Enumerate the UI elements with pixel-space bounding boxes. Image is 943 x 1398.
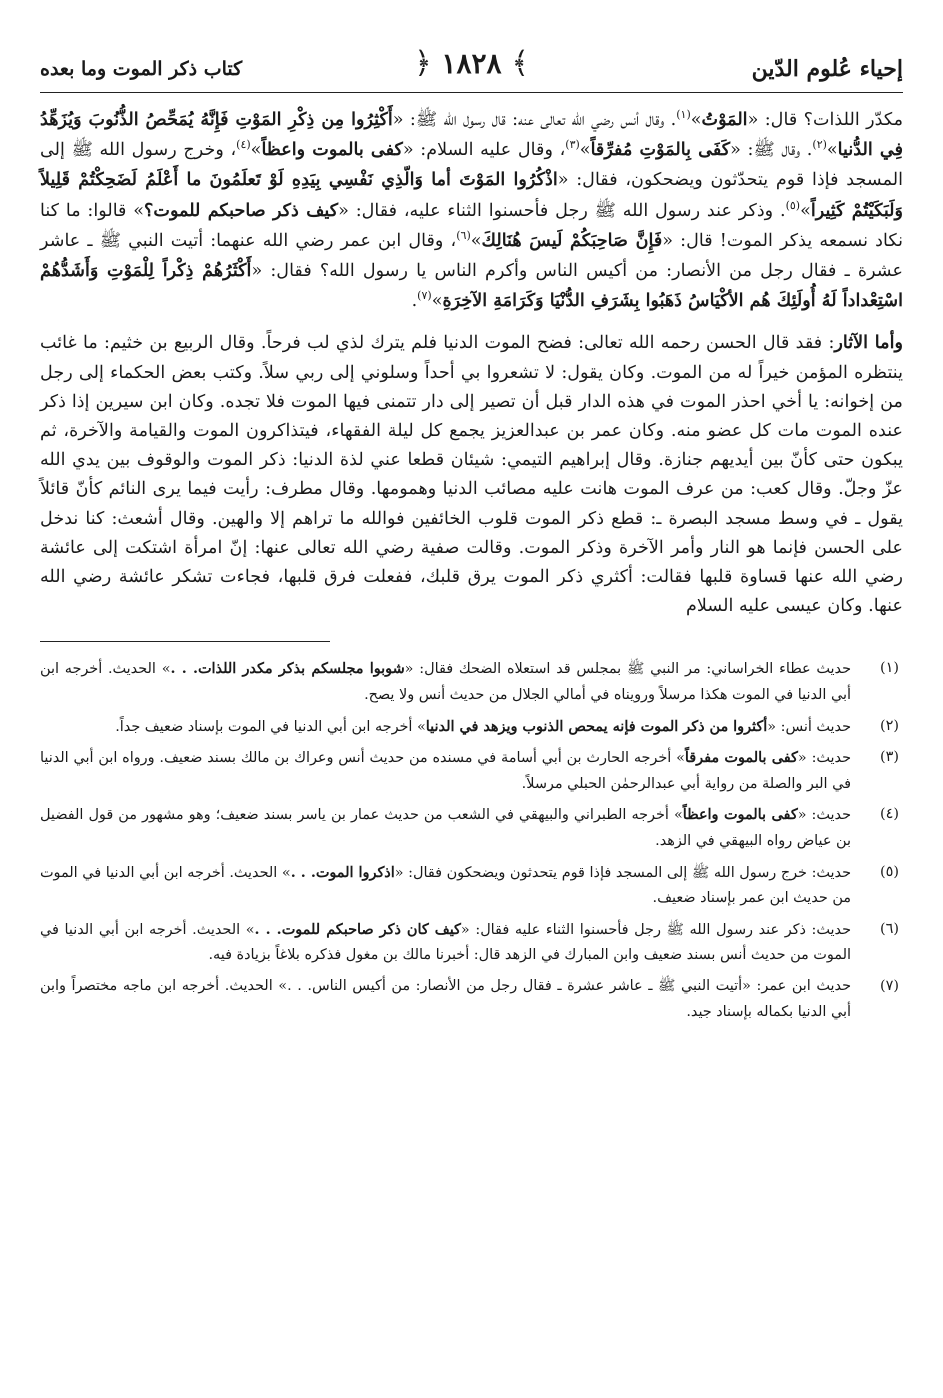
footnote-text xyxy=(40,978,851,1020)
hadith-paragraph xyxy=(40,105,903,316)
footnote-number: (٦) xyxy=(880,920,899,937)
quoted-text: كيف كان ذكر صاحبكم للموت. . . xyxy=(254,920,461,938)
running-header xyxy=(40,40,903,93)
text-run: » الحديث. أخرجه ابن ماجه مختصراً وابن أبي الدنيا بكماله بإسناد جيد. xyxy=(40,977,851,1020)
text-run: مكدّر اللذات؟ قال: « xyxy=(747,110,903,130)
text-run: ، وخرج رسول الله ﷺ إلى المسجد فإذا قوم يتحدّثون ويضحكون، فقال: « xyxy=(40,140,903,191)
text-run: » xyxy=(470,230,482,251)
chapter-title: كتاب ذكر الموت وما بعده xyxy=(40,58,243,80)
footnote-marker: (٧) xyxy=(417,289,432,303)
page-number: ١٨٢٨ xyxy=(441,47,502,80)
text-run: حديث: ذكر عند رسول الله ﷺ رجل فأحسنوا الثناء عليه فقال: « xyxy=(460,921,851,938)
quoted-text: شوبوا مجلسكم بذكر مكدر اللذات. . . xyxy=(170,660,405,678)
text-run: » أخرجه الحارث بن أبي أسامة في مسنده من حديث أنس وعراك بن مالك بسند ضعيف. ورواه ابن أبي الدنيا في البر والصلة من رواية أبي عبدالرحمٰن الحبلي مرسلاً. xyxy=(40,750,851,792)
text-run: . وقال ﷺ: « xyxy=(730,140,813,161)
footnote-item xyxy=(40,714,903,741)
text-run: حديث: « xyxy=(797,750,851,767)
text-run: أتيت النبي ﷺ ـ عاشر عشرة ـ فقال رجل من الأنصار: من أكيس الناس. . . xyxy=(287,977,743,994)
text-run: » xyxy=(579,140,591,161)
text-run: » xyxy=(690,110,702,130)
quoted-text: وأما الآثار xyxy=(834,332,903,354)
text-run: ، وقال ابن عمر رضي الله عنهما: أتيت النبي ﷺ ـ عاشر عشرة ـ فقال رجل من الأنصار: من أكيس الناس وأكرم الناس يا رسول الله؟ فقال: « xyxy=(40,230,903,282)
text-run: » xyxy=(431,291,443,312)
footnotes-section xyxy=(40,656,903,1025)
text-run: . وقال أنس رضي الله تعالى عنه: قال رسول الله ﷺ: « xyxy=(392,110,677,130)
quoted-text: أَكْثِرُوا مِن ذِكْرِ المَوْتِ فَإِنَّهُ يُمَحِّصُ الذُّنُوبَ وَيُزَهِّدُ فِي الدُّنيا xyxy=(40,109,903,161)
text-run: حديث ابن عمر: « xyxy=(742,977,851,994)
main-text xyxy=(40,105,903,621)
footnote-text xyxy=(40,865,851,907)
footnote-marker: (٢) xyxy=(812,138,827,152)
footnote-marker: (٦) xyxy=(456,228,471,242)
quoted-text: أَكْثَرُهُمْ ذِكْراً لِلْمَوْتِ وَأَشَدُّهُمْ اسْتِعْداداً لَهُ أُولَئِكَ هُم الأكْيَاسُ ذَهَبُوا بِشَرَفِ الدُّنْيَا وَكَرَامَةِ الآخِرَةِ xyxy=(40,260,903,312)
quoted-text: كفى بالموت مفرقاً xyxy=(684,749,798,767)
right-brace-icon: ﴿ xyxy=(414,46,432,81)
text-run: حديث عطاء الخراساني: مر النبي ﷺ بمجلس قد استعلاه الضحك فقال: « xyxy=(404,661,851,678)
footnote-text xyxy=(40,807,851,849)
text-run: » xyxy=(826,140,838,161)
left-brace-icon: ﴾ xyxy=(511,46,529,81)
quoted-text: كفى بالموت واعظاً xyxy=(261,139,403,161)
text-run: ، وقال عليه السلام: « xyxy=(402,140,566,161)
footnote-text xyxy=(40,750,851,792)
text-run: حديث أنس: « xyxy=(767,718,851,735)
quoted-text: اذكروا الموت. . . xyxy=(290,863,395,881)
footnote-marker: (٤) xyxy=(236,138,251,152)
text-run: » xyxy=(250,140,262,161)
text-run: » xyxy=(800,200,811,221)
text-run: » أخرجه الطبراني والبيهقي في الشعب من حديث عمار بن ياسر بسند ضعيف؛ وهو مشهور من قول الفضيل بن عياض رواه البيهقي في الزهد. xyxy=(40,807,851,850)
quoted-text: أكثروا من ذكر الموت فإنه يمحص الذنوب ويزهد في الدنيا xyxy=(425,717,768,735)
book-title: إحياء عُلوم الدّين xyxy=(751,56,903,82)
footnote-item xyxy=(40,656,903,708)
quoted-text: فَإِنَّ صَاحِبَكُمْ لَيسَ هُنَالِكَ xyxy=(481,229,663,251)
footnote-marker: (٣) xyxy=(565,138,580,152)
footnote-divider xyxy=(40,641,330,642)
quoted-text: كفى بالموت واعظاً xyxy=(682,806,798,824)
quoted-text: اذْكُرُوا المَوْتَ أما وَالّذِي نَفْسِي بِيَدِهِ لَوْ تَعلَمُونَ ما أَعْلَمُ لَضَحِكْتُمْ قَلِيلاً وَلَبَكَيْتُمْ كَثِيراً xyxy=(40,169,903,221)
footnote-text xyxy=(40,922,851,964)
footnote-text xyxy=(115,719,851,735)
text-run: » أخرجه ابن أبي الدنيا في الموت بإسناد ضعيف جداً. xyxy=(115,718,426,735)
footnote-number: (٧) xyxy=(880,977,899,994)
footnote-number: (١) xyxy=(880,660,899,677)
footnote-marker: (١) xyxy=(676,108,691,122)
quoted-text: كيف ذكر صاحبكم للموت؟ xyxy=(144,199,339,221)
text-run: » الحديث. أخرجه ابن أبي الدنيا في الموت من حديث أنس بسند ضعيف وابن المبارك في الزهد قال: أخبرنا مالك بن مغول فذكره بلاغاً بزيادة فيه. xyxy=(40,921,851,964)
footnote-item xyxy=(40,802,903,854)
footnote-marker: (٥) xyxy=(785,198,801,212)
footnote-number: (٤) xyxy=(880,806,899,823)
text-run: حديث: « xyxy=(797,807,851,824)
footnote-text xyxy=(40,661,851,703)
footnote-number: (٥) xyxy=(880,863,899,880)
text-run: » الحديث. أخرجه ابن أبي الدنيا في الموت من حديث ابن عمر بإسناد ضعيف. xyxy=(40,864,851,907)
footnote-item xyxy=(40,745,903,797)
quoted-text: المَوْتُ xyxy=(701,109,748,130)
text-run: : فقد قال الحسن رحمه الله تعالى: فضح الموت الدنيا فلم يترك لذي لب فرحاً. وقال الربيع بن خثيم: ما غائب ينتظره المؤمن خيراً له من الموت. وكان يقول: لا تشعروا بي أحداً وسلوني إلى ربي سلاً. وكتب بعض الحكماء إلى رجل من إخوانه: يا أخي احذر الموت في هذه الدار قبل أن تصير إلى دار تتمنى فيها الموت فلا تجده. وكان ابن سيرين إذا ذكر عنده الموت مات كل عضو منه. وكان عمر بن عبدالعزيز يجمع كل ليلة الفقهاء، فيتذاكرون الموت والقيامة والآخرة، ثم يبكون حتى كأنّ بين أيديهم جنازة. وقال إبراهيم التيمي: شيئان قطعا عني لذة الدنيا: ذكر الموت والوقوف بين يدي الله عزّ وجلّ. وقال كعب: من عرف الموت هانت عليه مصائب الدنيا وهمومها. وقال مطرف: رأيت فيما يرى النائم كأنّ قائلاً يقول ـ في وسط مسجد البصرة ـ: قطع ذكر الموت قلوب الخائفين فوالله ما تراهم إلا والهين. وقال أشعث: كنا ندخل على الحسن فإنما هو النار وأمر الآخرة وذكر الموت. وقالت صفية رضي الله تعالى عنها: إنّ امرأة اشتكت إلى عائشة رضي الله عنها قساوة قلبها فقالت: أكثري ذكر الموت يرق قلبك، ففعلت فرق قلبها، فجاءت تشكر عائشة رضي الله عنها. وكان عيسى عليه السلام xyxy=(40,333,903,617)
footnote-item xyxy=(40,860,903,912)
text-run: حديث: خرج رسول الله ﷺ إلى المسجد فإذا قوم يتحدثون ويضحكون فقال: « xyxy=(394,864,852,881)
footnote-item xyxy=(40,917,903,969)
text-run: » قالوا: ما كنا نكاد نسمعه يذكر الموت! قال: « xyxy=(40,200,903,251)
text-run: » الحديث. أخرجه ابن أبي الدنيا في الموت هكذا مرسلاً ورويناه في أمالي الجلال من حديث أنس ولا يصح. xyxy=(40,661,851,704)
footnote-number: (٣) xyxy=(880,749,899,766)
quoted-text: كَفَى بِالمَوْتِ مُفرِّقاً xyxy=(590,139,731,161)
footnote-number: (٢) xyxy=(880,717,899,734)
page-number-box xyxy=(414,46,529,81)
text-run: . xyxy=(411,291,418,312)
text-run: . وذكر عند رسول الله ﷺ رجل فأحسنوا الثناء عليه، فقال: « xyxy=(338,200,786,221)
athar-paragraph xyxy=(40,328,903,621)
footnote-item xyxy=(40,974,903,1025)
